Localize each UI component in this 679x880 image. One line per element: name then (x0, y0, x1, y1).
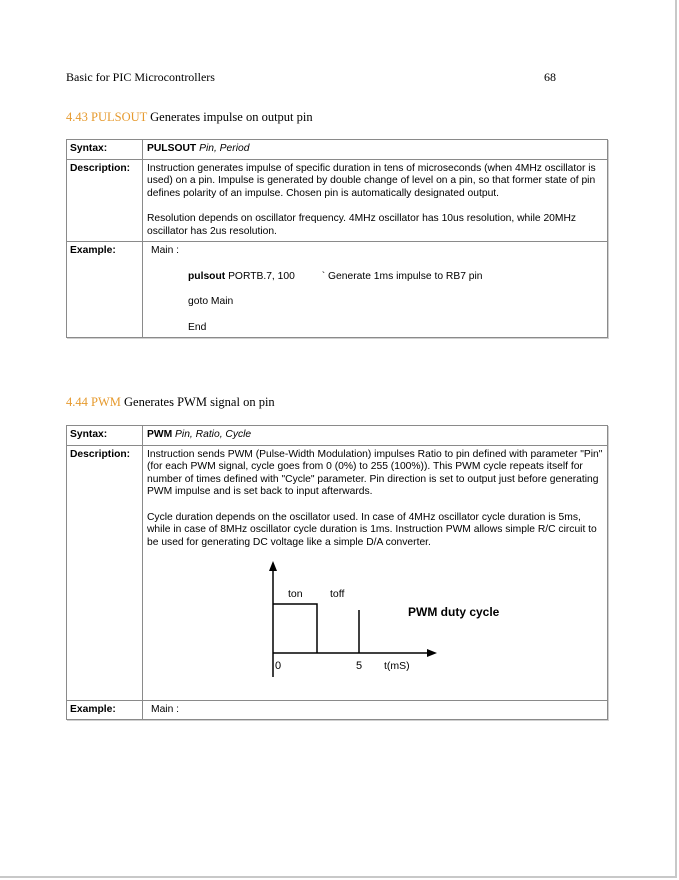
syntax-label: Syntax: (67, 140, 143, 160)
axis-label-time: t(mS) (384, 660, 410, 672)
code-line: goto Main (188, 296, 234, 307)
figure-title: PWM duty cycle (408, 605, 500, 619)
syntax-row (67, 140, 608, 160)
description-cell (143, 445, 608, 700)
section-number: 4.44 (66, 395, 88, 409)
syntax-args: Pin, Ratio, Cycle (175, 429, 252, 440)
code-comment: ` Generate 1ms impulse to RB7 pin (321, 270, 483, 282)
pulsout-table (66, 139, 608, 338)
description-paragraph: Resolution depends on oscillator frequency. 4MHz oscillator has 10us resolution, while 20MHz oscillator has 2us resolution. (147, 213, 577, 237)
section-keyword: PULSOUT (91, 110, 148, 124)
section-keyword: PWM (91, 395, 121, 409)
section-title-pulsout (66, 110, 313, 125)
description-paragraph: Instruction sends PWM (Pulse-Width Modulation) impulses Ratio to pin defined with parameter "Pin" (for each PWM signal, cycle goes from 0 (0%) to 255 (100%)). This PWM cycle repeats itself for number of times defined with "Cycle" parameter. Pin direction is set to output just before generating PWM impulse and is set back to input afterwards. (147, 448, 603, 497)
pwm-duty-cycle-diagram (151, 557, 551, 681)
running-header (66, 70, 556, 85)
description-paragraph: Instruction generates impulse of specific duration in tens of microseconds (when 4MHz oscillator is used) on a pin. Impulse is generated by double change of level on a pin, so that former state of pin defines polarity of an impulse. Chosen pin is automatically designated output. (147, 162, 596, 199)
syntax-label: Syntax: (67, 426, 143, 446)
code-line (151, 271, 604, 284)
code-line: Main : (151, 703, 180, 715)
pwm-table (66, 425, 608, 720)
label-ton: ton (288, 588, 303, 600)
book-title: Basic for PIC Microcontrollers (66, 70, 215, 84)
syntax-row (67, 426, 608, 446)
description-cell (143, 159, 608, 242)
label-toff: toff (330, 588, 345, 600)
syntax-command: PULSOUT (147, 143, 197, 154)
code-args: PORTB.7, 100 (228, 270, 295, 282)
page-number: 68 (544, 70, 556, 84)
section-heading-text: Generates impulse on output pin (150, 110, 313, 124)
example-row (67, 700, 608, 720)
syntax-cell (143, 426, 608, 446)
section-heading-text: Generates PWM signal on pin (124, 395, 275, 409)
description-row (67, 445, 608, 700)
y-axis-arrow (269, 561, 277, 571)
tick-five: 5 (356, 660, 363, 672)
example-label: Example: (67, 700, 143, 720)
code-keyword: pulsout (188, 270, 226, 282)
syntax-args: Pin, Period (199, 143, 250, 154)
description-paragraph: Cycle duration depends on the oscillator used. In case of 4MHz oscillator cycle duration is 5ms, while in case of 8MHz oscillator cycle duration is 1ms. Instruction PWM allows simple R/C circuit to be used for generating DC voltage like a simple D/A converter. (147, 511, 597, 548)
description-row (67, 159, 608, 242)
section-number: 4.43 (66, 110, 88, 124)
syntax-cell (143, 140, 608, 160)
x-axis-arrow (427, 649, 437, 657)
example-row (67, 242, 608, 338)
syntax-command: PWM (147, 429, 173, 440)
tick-zero: 0 (275, 660, 282, 672)
pulse-ton-high (273, 604, 317, 653)
description-label: Description: (67, 445, 143, 700)
example-cell (143, 242, 608, 338)
example-cell (143, 700, 608, 720)
description-label: Description: (67, 159, 143, 242)
example-label: Example: (67, 242, 143, 338)
section-title-pwm (66, 395, 275, 410)
code-line: End (188, 321, 207, 333)
code-line: Main : (151, 245, 180, 256)
